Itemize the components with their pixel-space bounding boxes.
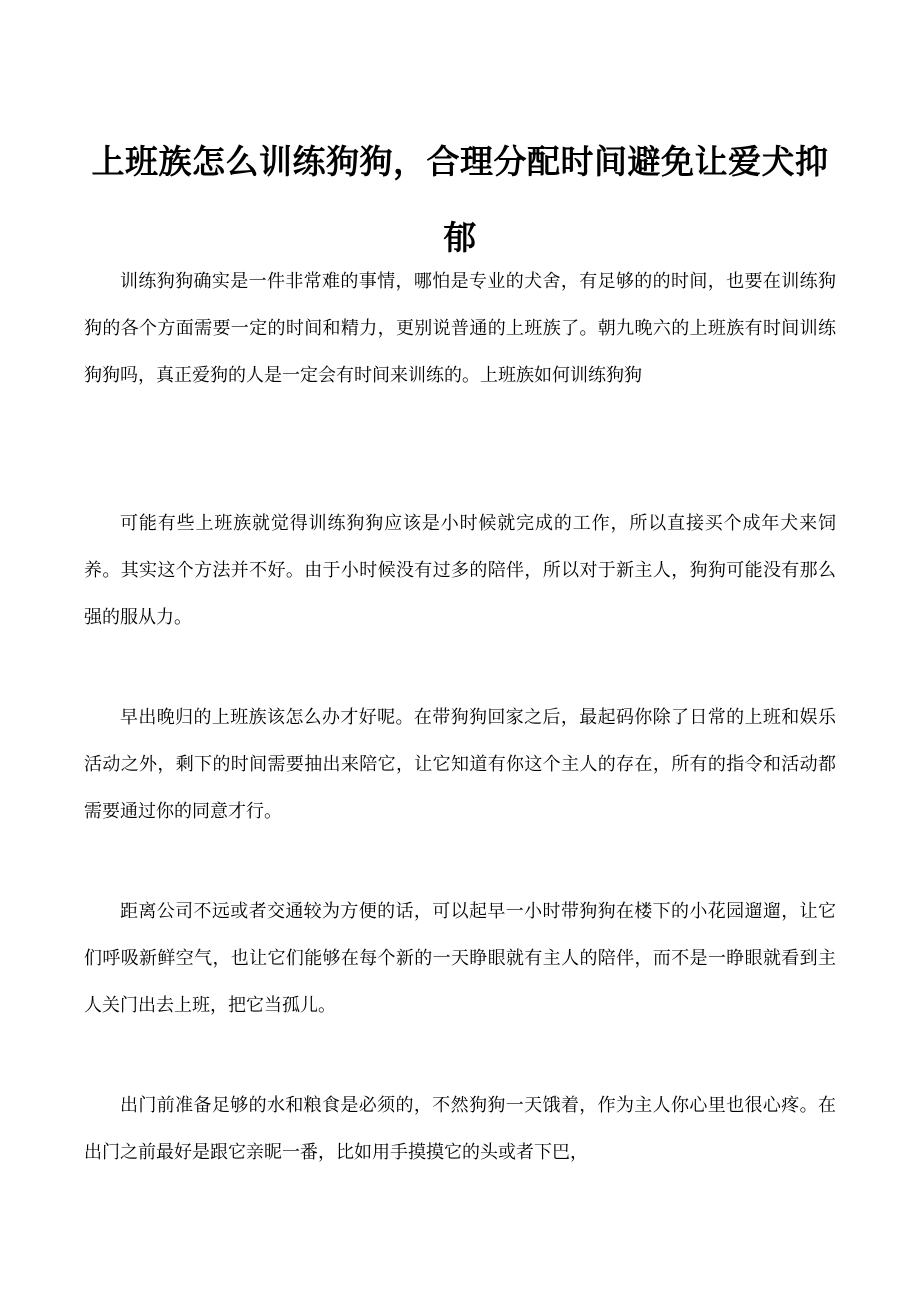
paragraph-3: 早出晚归的上班族该怎么办才好呢。在带狗狗回家之后，最起码你除了日常的上班和娱乐活动之外，剩下的时间需要抽出来陪它，让它知道有你这个主人的存在，所有的指令和活动都需要通过你的同意才行。 (84, 707, 836, 822)
paragraph-1: 训练狗狗确实是一件非常难的事情，哪怕是专业的犬舍，有足够的的时间，也要在训练狗狗的各个方面需要一定的时间和精力，更别说普通的上班族了。朝九晚六的上班族有时间训练狗狗吗，真正爱狗的人是一定会有时间来训练的。上班族如何训练狗狗 (84, 271, 836, 386)
paragraph-2: 可能有些上班族就觉得训练狗狗应该是小时候就完成的工作，所以直接买个成年犬来饲养。其实这个方法并不好。由于小时候没有过多的陪伴，所以对于新主人，狗狗可能没有那么强的服从力。 (84, 513, 836, 628)
document-title: 上班族怎么训练狗狗，合理分配时间避免让爱犬抑郁 (91, 142, 829, 257)
paragraph-4: 距离公司不远或者交通较为方便的话，可以起早一小时带狗狗在楼下的小花园遛遛，让它们呼吸新鲜空气，也让它们能够在每个新的一天睁眼就有主人的陪伴，而不是一睁眼就看到主人关门出去上班，把它当孤儿。 (84, 901, 836, 1016)
paragraph-5: 出门前准备足够的水和粮食是必须的，不然狗狗一天饿着，作为主人你心里也很心疼。在出门之前最好是跟它亲昵一番，比如用手摸摸它的头或者下巴， (84, 1095, 836, 1163)
